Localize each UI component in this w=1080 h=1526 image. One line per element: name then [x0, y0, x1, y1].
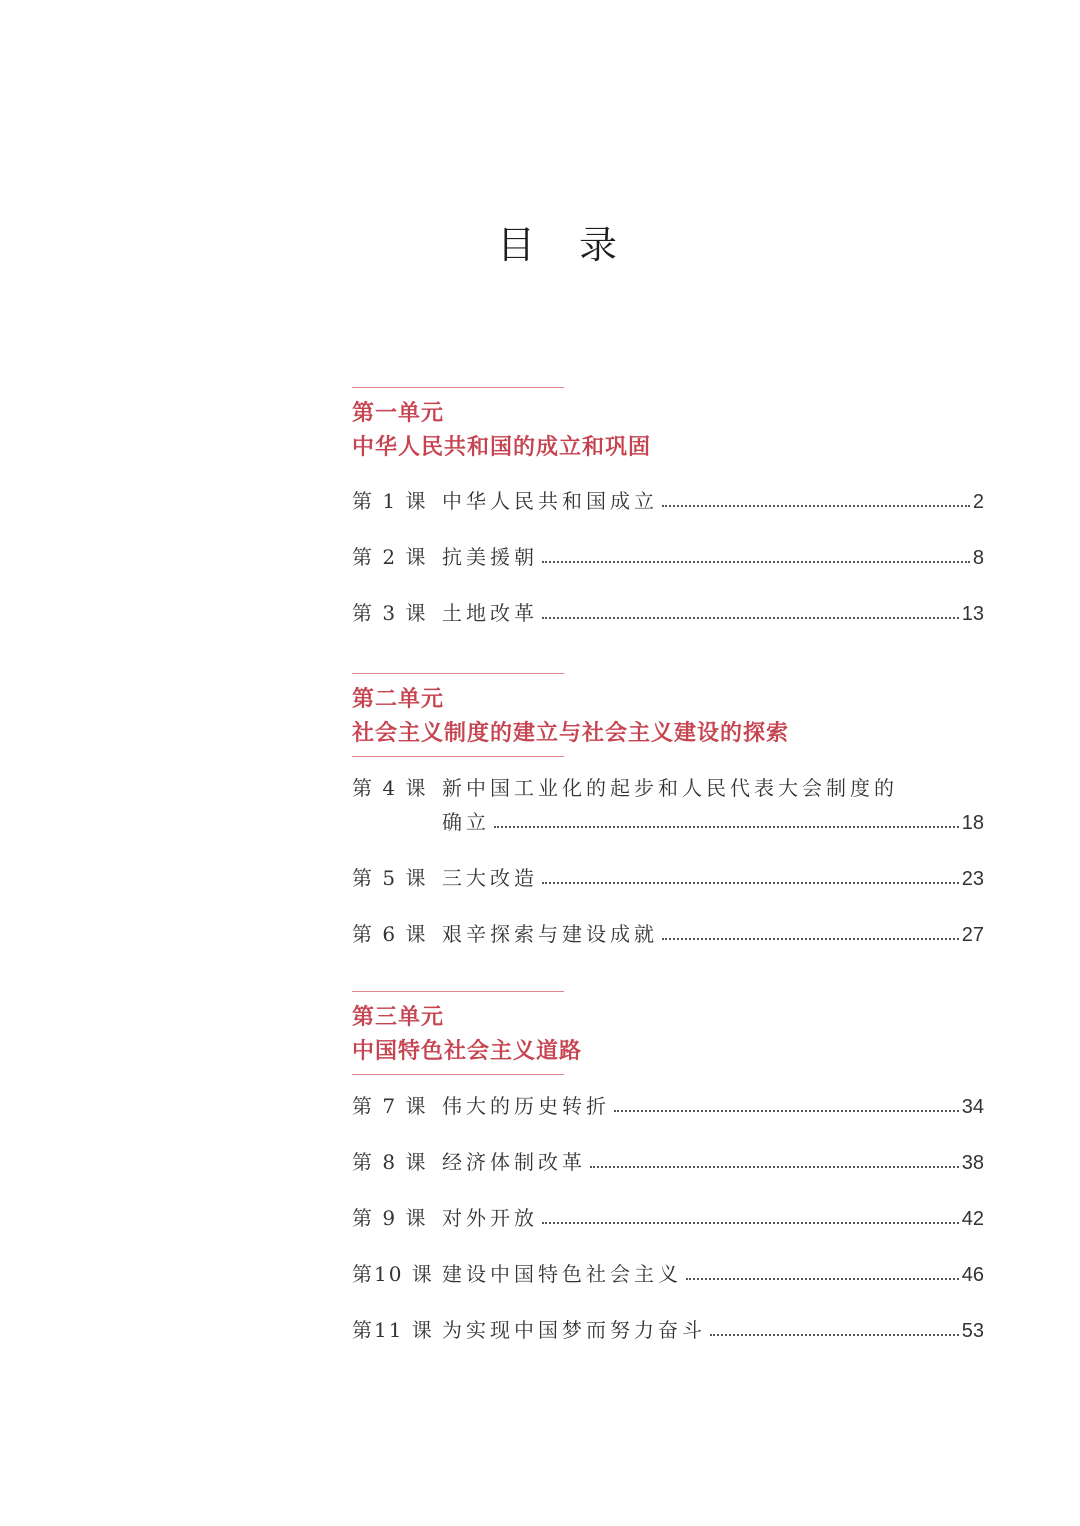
- lesson-number: 第 4 课: [352, 776, 428, 800]
- lesson-title: 土地改革: [442, 601, 538, 625]
- page-number: 23: [961, 868, 984, 890]
- unit-section: [352, 673, 984, 971]
- page-number: 53: [961, 1320, 984, 1342]
- page-number: 34: [961, 1096, 984, 1118]
- page-number: 2: [972, 491, 984, 513]
- lesson-number: 第 5 课: [352, 866, 428, 890]
- unit-divider: [352, 1074, 564, 1075]
- lesson-number: 第11 课: [352, 1318, 434, 1342]
- page-number: 46: [961, 1264, 984, 1286]
- lesson-title-continued: 确立: [442, 810, 490, 834]
- toc-entry[interactable]: [352, 482, 984, 514]
- toc-entry[interactable]: [352, 594, 984, 626]
- lesson-title: 对外开放: [442, 1206, 538, 1230]
- toc-entry[interactable]: [352, 1143, 984, 1175]
- lesson-number: 第 6 课: [352, 922, 428, 946]
- page-number: 38: [961, 1152, 984, 1174]
- dot-leader: [614, 1110, 959, 1112]
- lesson-title: 三大改造: [442, 866, 538, 890]
- dot-leader: [542, 561, 970, 563]
- unit-divider: [352, 387, 564, 388]
- dot-leader: [542, 882, 959, 884]
- unit-section: [352, 991, 984, 1367]
- lesson-title: 中华人民共和国成立: [442, 489, 658, 513]
- unit-label: 第三单元: [352, 1004, 445, 1030]
- page-number: 42: [961, 1208, 984, 1230]
- dot-leader: [662, 938, 959, 940]
- unit-divider: [352, 991, 564, 992]
- dot-leader: [542, 617, 959, 619]
- lesson-number: 第10 课: [352, 1262, 434, 1286]
- page-number: 18: [961, 812, 984, 834]
- lesson-title: 抗美援朝: [442, 545, 538, 569]
- unit-divider: [352, 756, 564, 757]
- toc-entry[interactable]: [352, 859, 984, 891]
- dot-leader: [686, 1278, 959, 1280]
- toc-entry[interactable]: [352, 1199, 984, 1231]
- page-number: 8: [972, 547, 984, 569]
- dot-leader: [494, 826, 959, 828]
- lesson-title: 新中国工业化的起步和人民代表大会制度的: [442, 776, 898, 800]
- toc-entry[interactable]: [352, 915, 984, 947]
- lesson-number: 第 9 课: [352, 1206, 428, 1230]
- lesson-title: 艰辛探索与建设成就: [442, 922, 658, 946]
- lesson-title: 建设中国特色社会主义: [442, 1262, 682, 1286]
- lesson-title: 为实现中国梦而努力奋斗: [442, 1318, 706, 1342]
- lesson-list: [352, 482, 984, 626]
- unit-title: 中国特色社会主义道路: [352, 1038, 583, 1064]
- toc-entry[interactable]: [352, 1087, 984, 1119]
- dot-leader: [542, 1222, 959, 1224]
- toc-entry[interactable]: [352, 1255, 984, 1287]
- page-number: 27: [961, 924, 984, 946]
- unit-title: 中华人民共和国的成立和巩固: [352, 434, 652, 460]
- dot-leader: [590, 1166, 959, 1168]
- page-title: 目 录: [496, 223, 634, 267]
- unit-label: 第一单元: [352, 400, 445, 426]
- page-number: 13: [961, 603, 984, 625]
- unit-title: 社会主义制度的建立与社会主义建设的探索: [352, 720, 790, 746]
- lesson-number: 第 3 课: [352, 601, 428, 625]
- lesson-number: 第 1 课: [352, 489, 428, 513]
- toc-entry[interactable]: [352, 769, 984, 835]
- lesson-number: 第 2 课: [352, 545, 428, 569]
- lesson-title: 伟大的历史转折: [442, 1094, 610, 1118]
- lesson-number: 第 8 课: [352, 1150, 428, 1174]
- lesson-title: 经济体制改革: [442, 1150, 586, 1174]
- dot-leader: [710, 1334, 959, 1336]
- lesson-list: [352, 1087, 984, 1343]
- lesson-number: 第 7 课: [352, 1094, 428, 1118]
- unit-divider: [352, 673, 564, 674]
- unit-section: [352, 387, 984, 650]
- unit-label: 第二单元: [352, 686, 445, 712]
- dot-leader: [662, 505, 970, 507]
- lesson-list: [352, 769, 984, 947]
- toc-entry[interactable]: [352, 538, 984, 570]
- toc-entry[interactable]: [352, 1311, 984, 1343]
